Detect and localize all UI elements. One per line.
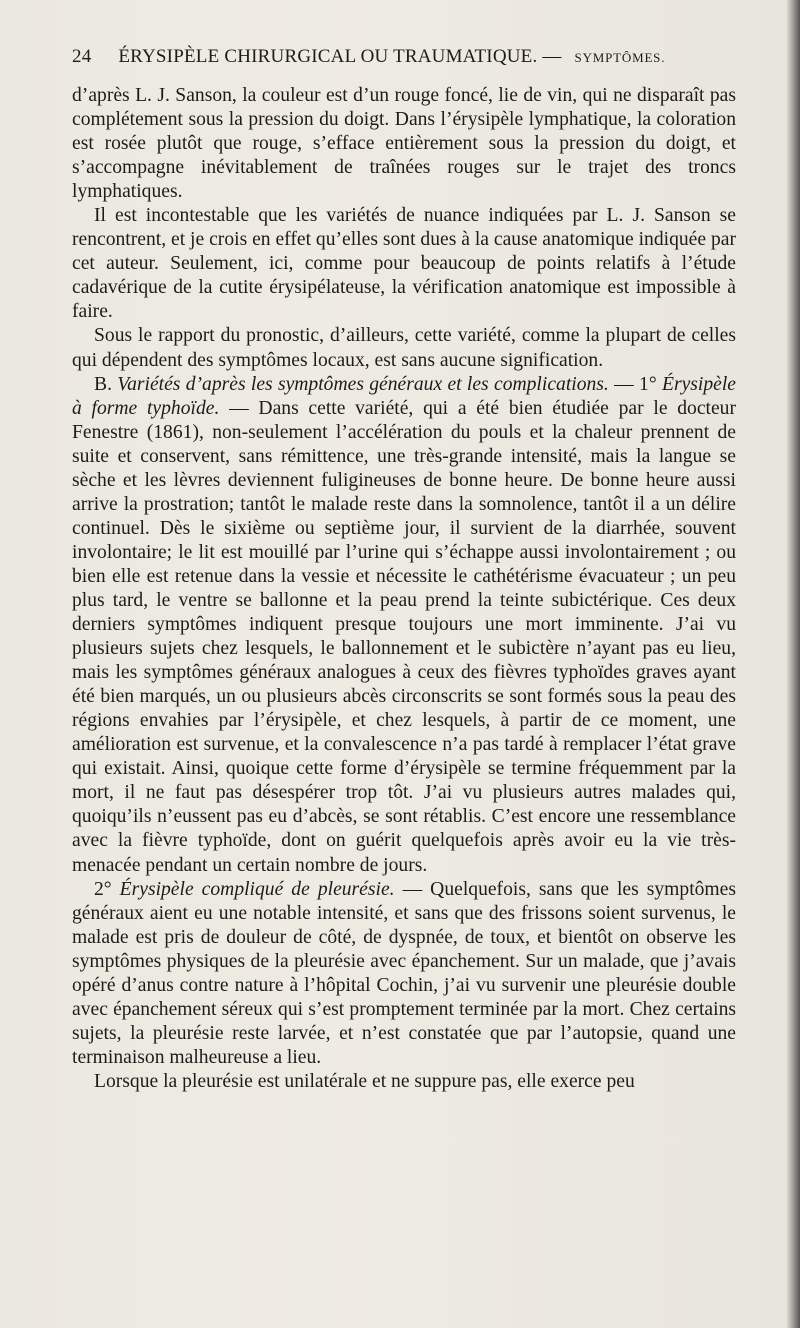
body-text [72, 84, 736, 1094]
paragraph-2 [72, 204, 736, 324]
page-number: 24 [72, 46, 92, 67]
chapter-title: ÉRYSIPÈLE CHIRURGICAL OU TRAUMATIQUE. — [118, 46, 562, 67]
paragraph-5 [72, 878, 736, 1070]
paragraph-1 [72, 84, 736, 204]
heading-separator: — 1° [608, 373, 662, 395]
paragraph-text: Lorsque la pleurésie est unilatérale et ne suppure pas, elle exerce peu [94, 1070, 635, 1092]
subsection-heading: Érysipèle compliqué de pleurésie. [119, 878, 395, 900]
paragraph-text: d’après L. J. Sanson, la couleur est d’un rouge foncé, lie de vin, qui ne disparaît pas complétement sous la pression du doigt. Dans l’érysipèle lymphatique, la coloration est rosée plutôt que rouge, s’efface entièrement sous la pression du doigt, et s’accompagne inévitablement de traînées rouges sur le trajet des troncs lymphatiques. [72, 85, 736, 203]
section-heading: Variétés d’après les symptômes généraux et les complications. [117, 373, 609, 395]
paragraph-text: — Dans cette variété, qui a été bien étudiée par le docteur Fenestre (1861), non-seulement l’accélération du pouls et la chaleur prennent de suite et conservent, sans rémittence, une très-grande intensité, mais la langue se sèche et les lèvres deviennent fuligineuses de bonne heure. De bonne heure aussi arrive la prostration; tantôt le malade reste dans la somnolence, tantôt il a un délire continuel. Dès le sixième ou septième jour, il survient de la diarrhée, souvent involontaire; le lit est mouillé par l’urine qui s’échappe aussi involontairement ; ou bien elle est retenue dans la vessie et nécessite le cathétérisme évacuateur ; un peu plus tard, le ventre se ballonne et la peau prend la teinte subictérique. Ces deux derniers symptômes indiquent presque toujours une mort imminente. J’ai vu plusieurs sujets chez lesquels, le ballonnement et le subictère n’ayant pas eu lieu, mais les symptômes généraux analogues à ceux des fièvres typhoïdes graves ayant été bien marqués, un ou plusieurs abcès circonscrits se sont formés sous la peau des régions envahies par l’érysipèle, et chez lesquels, à partir de ce moment, une amélioration est survenue, et la convalescence n’a pas tardé à remplacer l’état grave qui existait. Ainsi, quoique cette forme d’érysipèle se termine fréquemment par la mort, il ne faut pas désespérer trop tôt. J’ai vu plusieurs autres malades qui, quoiqu’ils n’eussent pas eu d’abcès, se sont rétablis. C’est encore une ressemblance avec la fièvre typhoïde, dont on guérit quelquefois après avoir eu la vie très-menacée pendant un certain nombre de jours. [72, 397, 736, 876]
paragraph-3 [72, 324, 736, 372]
running-header [72, 46, 736, 68]
subsection-heading: Érysipèle à forme typhoïde. [72, 373, 736, 419]
paragraph-text: Il est incontestable que les variétés de nuance indiquées par L. J. Sanson se rencontrent, et je crois en effet qu’elles sont dues à la cause anatomique indiquée par cet auteur. Seulement, ici, comme pour beaucoup de points relatifs à l’étude cadavérique de la cutite érysipélateuse, la vérification anatomique est impossible à faire. [72, 205, 736, 323]
section-marker: B. [94, 373, 118, 395]
paragraph-text: Sous le rapport du pronostic, d’ailleurs, cette variété, comme la plupart de celles qui dépendent des symptômes locaux, est sans aucune signification. [72, 325, 736, 371]
section-marker: 2° [94, 878, 120, 900]
paragraph-6 [72, 1070, 736, 1094]
paragraph-4 [72, 373, 736, 878]
section-title: SYMPTÔMES. [574, 50, 666, 65]
paragraph-text: — Quelquefois, sans que les symptômes généraux aient eu une notable intensité, et sans que des frissons soient survenus, le malade est pris de douleur de côté, de dyspnée, de toux, et bientôt on observe les symptômes physiques de la pleurésie avec épanchement. Sur un malade, que j’avais opéré d’anus contre nature à l’hôpital Cochin, j’ai vu survenir une pleurésie double avec épanchement séreux qui s’est promptement terminée par la mort. Chez certains sujets, la pleurésie reste larvée, et n’est constatée que par l’autopsie, quand une terminaison malheureuse a lieu. [72, 878, 736, 1068]
